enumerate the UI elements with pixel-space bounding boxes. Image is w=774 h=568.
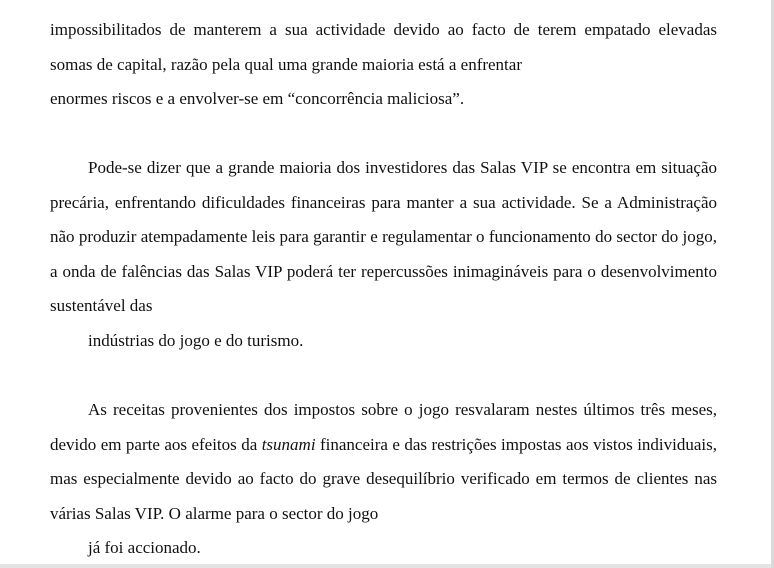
paragraph-2-line-6: indústrias do jogo e do turismo. <box>88 330 304 350</box>
paragraph-2-line-3: actividade. Se a Administração não produzir atempadamente leis para garantir e <box>50 192 718 246</box>
paragraph-3-line-5: já foi accionado. <box>88 538 201 557</box>
paragraph-3 <box>50 393 717 566</box>
paragraph-1-line-2: elevadas somas de capital, razão pela qual uma grande maioria está a enfrentar <box>50 20 718 74</box>
paragraph-2-line-2: em situação precária, enfrentando dificuldades financeiras para manter a sua <box>50 158 718 212</box>
paragraph-1-line-3: enormes riscos e a envolver-se em “concorrência maliciosa”. <box>50 89 465 108</box>
paragraph-1-line-1: impossibilitados de manterem a sua actividade devido ao facto de terem empatado <box>50 20 651 39</box>
paragraph-2-line-5: poderá ter repercussões inimagináveis para o desenvolvimento sustentável das <box>50 261 718 315</box>
paragraph-2-line-1: Pode-se dizer que a grande maioria dos investidores das Salas VIP se encontra <box>88 158 631 177</box>
paragraph-3-line-1: As receitas provenientes dos impostos sobre o jogo resvalaram nestes últimos <box>88 400 635 419</box>
paragraph-2-line-4: regulamentar o funcionamento do sector do jogo, a onda de falências das Salas VIP <box>50 227 717 281</box>
paragraph-3-italic-term: tsunami <box>261 434 316 454</box>
paragraph-2 <box>50 151 717 358</box>
paragraph-1 <box>50 13 717 117</box>
paragraph-3-line-2-end: financeira e das restrições impostas <box>315 434 562 454</box>
paragraph-3-line-3: aos vistos individuais, mas especialmente devido ao facto do grave desequilíbrio <box>50 434 717 488</box>
paragraph-3-line-2-start: três meses, devido em parte aos efeitos da <box>50 400 717 454</box>
paragraph-3-line-4: verificado em termos de clientes nas várias Salas VIP. O alarme para o sector do jogo <box>50 469 717 523</box>
